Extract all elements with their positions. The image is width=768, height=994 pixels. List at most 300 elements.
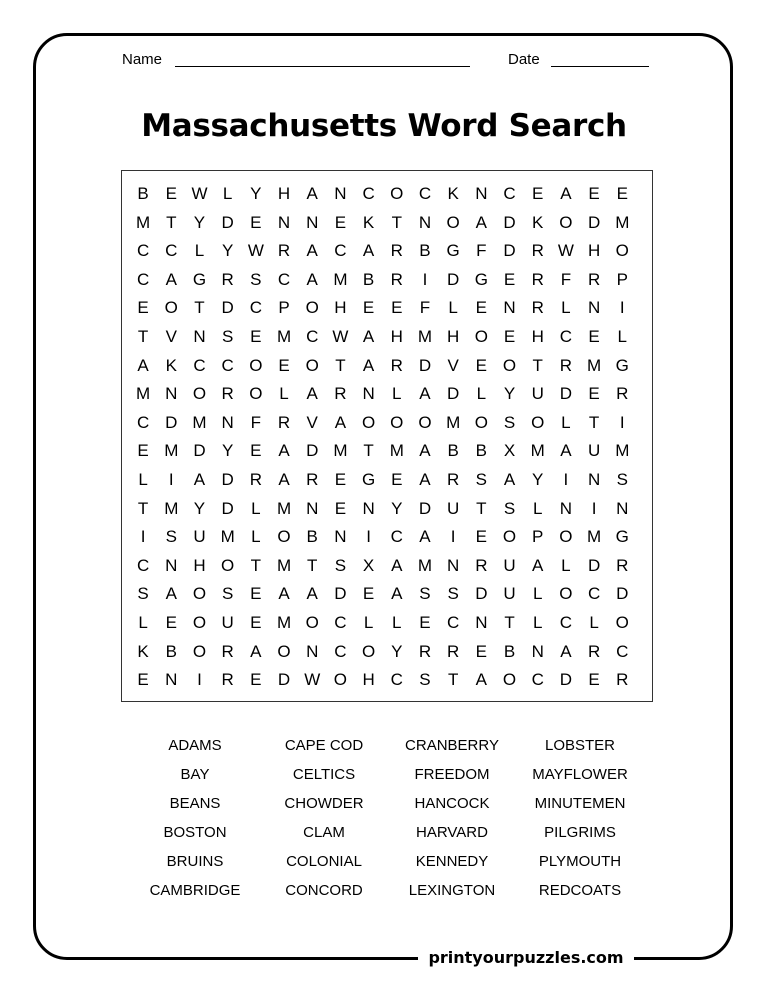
grid-letter: D bbox=[277, 670, 291, 690]
grid-letter: O bbox=[390, 184, 404, 203]
grid-letter: F bbox=[419, 298, 431, 318]
grid-letter: M bbox=[276, 326, 292, 346]
grid-letter: S bbox=[221, 326, 234, 346]
grid-letter: E bbox=[475, 298, 488, 318]
word-list-item: CLAM bbox=[303, 824, 345, 841]
grid-letter: R bbox=[390, 269, 403, 289]
grid-letter: N bbox=[418, 212, 432, 232]
grid-letter: E bbox=[503, 269, 516, 289]
grid-letter: E bbox=[391, 469, 403, 489]
grid-letter: C bbox=[587, 584, 601, 604]
grid-letter: R bbox=[277, 241, 291, 261]
grid-letter: I bbox=[140, 527, 146, 547]
grid-letter: E bbox=[334, 212, 347, 232]
grid-letter: F bbox=[250, 412, 262, 432]
grid-letter: L bbox=[532, 584, 543, 604]
grid-letter: A bbox=[250, 641, 262, 661]
grid-letter: O bbox=[502, 670, 517, 690]
grid-letter: L bbox=[561, 555, 571, 575]
grid-letter: E bbox=[165, 612, 177, 632]
grid-letter: C bbox=[165, 241, 178, 261]
grid-letter: T bbox=[335, 355, 346, 375]
grid-letter: N bbox=[587, 298, 601, 318]
word-list-item: HANCOCK bbox=[414, 795, 490, 812]
grid-letter: D bbox=[503, 241, 516, 261]
grid-letter: Y bbox=[532, 469, 544, 489]
grid-letter: E bbox=[334, 469, 347, 489]
grid-letter: I bbox=[619, 412, 625, 432]
grid-letter: T bbox=[166, 212, 177, 232]
name-label: Name bbox=[122, 51, 163, 68]
grid-letter: M bbox=[615, 441, 630, 461]
grid-letter: A bbox=[278, 441, 290, 461]
grid-letter: E bbox=[250, 441, 262, 461]
grid-letter: N bbox=[334, 184, 347, 203]
grid-letter: N bbox=[503, 298, 516, 318]
grid-letter: O bbox=[502, 355, 517, 375]
grid-letter: A bbox=[503, 469, 516, 489]
grid-letter: L bbox=[589, 612, 599, 632]
grid-letter: T bbox=[504, 612, 515, 632]
grid-letter: R bbox=[418, 641, 432, 661]
grid-letter: R bbox=[587, 269, 601, 289]
grid-letter: T bbox=[194, 298, 205, 318]
grid-letter: L bbox=[561, 412, 571, 432]
grid-letter: A bbox=[306, 384, 318, 404]
grid-letter: L bbox=[617, 326, 628, 346]
grid-letter: O bbox=[249, 355, 263, 375]
date-line bbox=[551, 66, 649, 67]
grid-letter: U bbox=[531, 384, 544, 404]
grid-letter: M bbox=[587, 355, 602, 375]
grid-letter: O bbox=[361, 641, 376, 661]
grid-letter: A bbox=[306, 184, 318, 203]
grid-letter: M bbox=[530, 441, 545, 461]
grid-letter: M bbox=[333, 441, 348, 461]
grid-letter: D bbox=[503, 212, 516, 232]
word-list-item: CRANBERRY bbox=[405, 737, 499, 754]
grid-letter: C bbox=[390, 670, 403, 690]
grid-letter: R bbox=[390, 241, 403, 261]
grid-letter: M bbox=[587, 527, 602, 547]
grid-letter: Y bbox=[391, 641, 403, 661]
grid-letter: C bbox=[418, 184, 432, 203]
grid-letter: C bbox=[136, 241, 150, 261]
grid-letter: H bbox=[531, 326, 544, 346]
grid-letter: R bbox=[221, 670, 234, 690]
grid-letter: I bbox=[591, 498, 597, 518]
grid-letter: C bbox=[447, 612, 460, 632]
word-list-item: LOBSTER bbox=[544, 737, 616, 754]
word-list-item: PLYMOUTH bbox=[538, 853, 622, 870]
grid-letter: A bbox=[419, 469, 431, 489]
grid-letter: A bbox=[278, 584, 290, 604]
grid-letter: D bbox=[221, 298, 234, 318]
grid-letter: N bbox=[475, 184, 488, 203]
grid-letter: A bbox=[419, 384, 431, 404]
word-list-item: BAY bbox=[180, 766, 210, 783]
grid-letter: O bbox=[333, 670, 348, 690]
grid-letter: N bbox=[447, 555, 460, 575]
grid-letter: O bbox=[615, 241, 629, 261]
grid-letter: N bbox=[362, 498, 375, 518]
grid-letter: A bbox=[306, 584, 318, 604]
grid-letter: B bbox=[447, 441, 459, 461]
grid-letter: S bbox=[447, 584, 459, 604]
grid-letter: A bbox=[306, 269, 318, 289]
grid-letter: T bbox=[532, 355, 543, 375]
word-list-item: BRUINS bbox=[166, 853, 224, 870]
grid-letter: A bbox=[165, 584, 177, 604]
grid-letter: Y bbox=[221, 241, 234, 261]
grid-letter: G bbox=[361, 469, 376, 489]
grid-letter: O bbox=[474, 326, 488, 346]
grid-letter: K bbox=[532, 212, 544, 232]
grid-letter: T bbox=[363, 441, 374, 461]
grid-letter: N bbox=[277, 212, 291, 232]
grid-letter: E bbox=[165, 184, 177, 203]
grid-letter: Y bbox=[193, 212, 206, 232]
grid-letter: H bbox=[362, 670, 375, 690]
grid-letter: E bbox=[588, 670, 600, 690]
grid-letter: M bbox=[192, 412, 207, 432]
grid-letter: A bbox=[560, 441, 572, 461]
grid-letter: O bbox=[361, 412, 376, 432]
grid-letter: D bbox=[221, 212, 234, 232]
grid-letter: R bbox=[475, 555, 488, 575]
grid-letter: E bbox=[391, 298, 403, 318]
grid-letter: E bbox=[616, 184, 628, 203]
grid-letter: O bbox=[192, 584, 207, 604]
grid-letter: E bbox=[250, 584, 262, 604]
grid-letter: N bbox=[334, 527, 347, 547]
grid-letter: C bbox=[136, 412, 150, 432]
date-label: Date bbox=[508, 51, 540, 68]
grid-letter: A bbox=[362, 355, 375, 375]
grid-letter: R bbox=[531, 269, 544, 289]
grid-letter: E bbox=[362, 298, 375, 318]
grid-letter: N bbox=[475, 612, 488, 632]
grid-letter: N bbox=[165, 555, 178, 575]
grid-letter: E bbox=[250, 612, 262, 632]
grid-letter: O bbox=[502, 527, 517, 547]
grid-letter: O bbox=[559, 527, 573, 547]
grid-letter: W bbox=[191, 184, 208, 203]
grid-letter: D bbox=[306, 441, 319, 461]
grid-letter: E bbox=[137, 441, 149, 461]
grid-letter: C bbox=[221, 355, 234, 375]
word-list-item: CONCORD bbox=[285, 882, 363, 899]
grid-letter: M bbox=[446, 412, 461, 432]
word-list-item: LEXINGTON bbox=[408, 882, 496, 899]
grid-letter: L bbox=[251, 498, 261, 518]
word-list-item: BEANS bbox=[169, 795, 221, 812]
word-list-item: PILGRIMS bbox=[544, 824, 616, 841]
grid-letter: A bbox=[278, 469, 290, 489]
grid-letter: O bbox=[305, 298, 319, 318]
grid-letter: O bbox=[474, 412, 488, 432]
grid-letter: A bbox=[362, 241, 375, 261]
grid-letter: E bbox=[419, 612, 431, 632]
word-list-item: KENNEDY bbox=[415, 853, 489, 870]
puzzle-grid bbox=[129, 180, 636, 695]
grid-letter: D bbox=[587, 555, 601, 575]
grid-letter: O bbox=[164, 298, 178, 318]
grid-letter: E bbox=[250, 326, 262, 346]
grid-letter: D bbox=[559, 384, 573, 404]
grid-letter: W bbox=[247, 241, 264, 261]
grid-letter: M bbox=[417, 555, 433, 575]
grid-letter: C bbox=[334, 612, 347, 632]
grid-letter: T bbox=[447, 670, 459, 690]
grid-letter: I bbox=[366, 527, 371, 547]
grid-letter: T bbox=[476, 498, 487, 518]
grid-letter: O bbox=[615, 612, 629, 632]
grid-letter: E bbox=[475, 355, 488, 375]
grid-letter: M bbox=[389, 441, 404, 461]
grid-letter: L bbox=[561, 298, 571, 318]
grid-letter: D bbox=[334, 584, 347, 604]
grid-letter: A bbox=[475, 212, 488, 232]
grid-letter: M bbox=[164, 441, 179, 461]
grid-letter: U bbox=[587, 441, 601, 461]
grid-letter: N bbox=[559, 498, 573, 518]
grid-letter: O bbox=[277, 641, 291, 661]
grid-letter: S bbox=[475, 469, 488, 489]
grid-letter: C bbox=[334, 641, 347, 661]
grid-letter: B bbox=[475, 441, 488, 461]
grid-letter: O bbox=[559, 212, 573, 232]
grid-letter: R bbox=[277, 412, 291, 432]
grid-letter: D bbox=[447, 269, 460, 289]
word-list-item: BOSTON bbox=[163, 824, 227, 841]
grid-letter: D bbox=[418, 355, 432, 375]
grid-letter: E bbox=[362, 584, 375, 604]
grid-letter: I bbox=[168, 469, 174, 489]
word-list-item: ADAMS bbox=[168, 737, 222, 754]
grid-letter: K bbox=[165, 355, 177, 375]
grid-letter: R bbox=[447, 641, 460, 661]
grid-letter: R bbox=[616, 670, 629, 690]
grid-letter: R bbox=[249, 469, 262, 489]
grid-letter: C bbox=[193, 355, 206, 375]
grid-letter: D bbox=[221, 498, 234, 518]
grid-letter: S bbox=[221, 584, 234, 604]
grid-letter: M bbox=[615, 212, 630, 232]
grid-letter: O bbox=[305, 612, 319, 632]
grid-letter: D bbox=[616, 584, 629, 604]
grid-letter: S bbox=[503, 412, 516, 432]
grid-letter: R bbox=[447, 469, 460, 489]
grid-letter: A bbox=[391, 555, 403, 575]
grid-letter: X bbox=[362, 555, 375, 575]
grid-letter: F bbox=[476, 241, 487, 261]
grid-letter: U bbox=[503, 555, 516, 575]
grid-letter: C bbox=[334, 241, 347, 261]
grid-letter: B bbox=[165, 641, 177, 661]
grid-letter: A bbox=[362, 326, 375, 346]
grid-letter: E bbox=[334, 498, 347, 518]
grid-letter: O bbox=[249, 384, 263, 404]
grid-letter: L bbox=[251, 527, 261, 547]
grid-letter: V bbox=[306, 412, 318, 432]
grid-letter: R bbox=[221, 384, 234, 404]
grid-letter: B bbox=[306, 527, 318, 547]
grid-letter: E bbox=[588, 326, 600, 346]
grid-letter: H bbox=[447, 326, 460, 346]
grid-letter: X bbox=[503, 441, 516, 461]
word-list-item: CAMBRIDGE bbox=[149, 882, 241, 899]
word-list bbox=[130, 734, 644, 908]
grid-letter: T bbox=[137, 326, 149, 346]
grid-letter: D bbox=[475, 584, 488, 604]
grid-letter: M bbox=[276, 498, 292, 518]
word-list-item: CHOWDER bbox=[284, 795, 364, 812]
grid-letter: G bbox=[615, 527, 629, 547]
grid-letter: W bbox=[332, 326, 349, 346]
grid-letter: E bbox=[137, 298, 149, 318]
grid-letter: A bbox=[306, 241, 318, 261]
grid-letter: R bbox=[306, 469, 319, 489]
grid-letter: H bbox=[193, 555, 206, 575]
grid-letter: S bbox=[503, 498, 516, 518]
grid-letter: R bbox=[334, 384, 347, 404]
grid-letter: C bbox=[362, 184, 375, 203]
grid-letter: T bbox=[137, 498, 149, 518]
grid-letter: L bbox=[476, 384, 487, 404]
grid-letter: M bbox=[136, 384, 151, 404]
grid-letter: C bbox=[503, 184, 516, 203]
grid-letter: N bbox=[616, 498, 629, 518]
name-line bbox=[175, 66, 470, 67]
grid-letter: A bbox=[560, 184, 572, 203]
grid-letter: O bbox=[446, 212, 460, 232]
grid-letter: M bbox=[417, 326, 433, 346]
grid-letter: C bbox=[559, 612, 573, 632]
word-list-item: FREEDOM bbox=[414, 766, 490, 783]
word-list-item: MAYFLOWER bbox=[532, 766, 628, 783]
grid-letter: O bbox=[192, 641, 207, 661]
grid-letter: N bbox=[306, 212, 319, 232]
grid-letter: O bbox=[277, 527, 291, 547]
word-list-item: CELTICS bbox=[292, 766, 356, 783]
grid-letter: N bbox=[306, 641, 319, 661]
word-list-item: MINUTEMEN bbox=[534, 795, 626, 812]
grid-letter: C bbox=[390, 527, 403, 547]
grid-letter: G bbox=[474, 269, 488, 289]
grid-letter: S bbox=[419, 670, 431, 690]
grid-letter: R bbox=[390, 355, 403, 375]
grid-letter: D bbox=[418, 498, 432, 518]
grid-letter: A bbox=[137, 355, 149, 375]
grid-letter: G bbox=[192, 269, 207, 289]
grid-letter: C bbox=[136, 555, 150, 575]
grid-letter: O bbox=[531, 412, 545, 432]
grid-letter: I bbox=[619, 298, 625, 318]
grid-letter: L bbox=[194, 241, 205, 261]
grid-letter: I bbox=[422, 269, 428, 289]
grid-letter: I bbox=[563, 469, 569, 489]
grid-letter: S bbox=[616, 469, 628, 489]
grid-letter: F bbox=[560, 269, 572, 289]
grid-letter: M bbox=[333, 269, 348, 289]
grid-letter: A bbox=[419, 527, 431, 547]
page-title: Massachusetts Word Search bbox=[141, 108, 627, 144]
grid-letter: H bbox=[277, 184, 291, 203]
grid-letter: P bbox=[532, 527, 544, 547]
grid-letter: A bbox=[334, 412, 347, 432]
grid-letter: N bbox=[587, 469, 601, 489]
grid-letter: Y bbox=[193, 498, 206, 518]
grid-letter: K bbox=[362, 212, 375, 232]
grid-letter: M bbox=[164, 498, 179, 518]
grid-letter: D bbox=[447, 384, 460, 404]
grid-letter: N bbox=[165, 384, 178, 404]
grid-letter: A bbox=[532, 555, 544, 575]
grid-letter: E bbox=[137, 670, 149, 690]
grid-letter: C bbox=[277, 269, 291, 289]
grid-letter: U bbox=[447, 498, 460, 518]
grid-letter: D bbox=[165, 412, 178, 432]
grid-letter: M bbox=[276, 612, 292, 632]
word-list-item: COLONIAL bbox=[286, 853, 362, 870]
grid-letter: A bbox=[560, 641, 572, 661]
grid-letter: A bbox=[419, 441, 431, 461]
grid-letter: H bbox=[587, 241, 601, 261]
grid-letter: C bbox=[306, 326, 319, 346]
grid-letter: G bbox=[615, 355, 629, 375]
grid-letter: B bbox=[419, 241, 431, 261]
grid-letter: D bbox=[587, 212, 601, 232]
grid-letter: S bbox=[419, 584, 431, 604]
grid-letter: A bbox=[193, 469, 206, 489]
grid-letter: O bbox=[305, 355, 319, 375]
grid-letter: N bbox=[193, 326, 206, 346]
grid-letter: L bbox=[448, 298, 458, 318]
grid-letter: O bbox=[390, 412, 404, 432]
grid-letter: N bbox=[306, 498, 319, 518]
grid-letter: K bbox=[447, 184, 459, 203]
grid-letter: V bbox=[165, 326, 177, 346]
grid-letter: D bbox=[193, 441, 206, 461]
grid-letter: R bbox=[587, 641, 601, 661]
grid-letter: B bbox=[137, 184, 149, 203]
grid-letter: Y bbox=[391, 498, 403, 518]
grid-letter: D bbox=[559, 670, 573, 690]
grid-letter: O bbox=[192, 612, 207, 632]
grid-letter: N bbox=[362, 384, 375, 404]
grid-letter: Y bbox=[250, 184, 262, 203]
grid-letter: C bbox=[559, 326, 573, 346]
grid-letter: H bbox=[390, 326, 403, 346]
grid-letter: R bbox=[531, 241, 544, 261]
grid-letter: C bbox=[136, 269, 150, 289]
grid-letter: S bbox=[250, 269, 262, 289]
grid-letter: M bbox=[136, 212, 151, 232]
grid-letter: D bbox=[221, 469, 234, 489]
word-list-item: CAPE COD bbox=[284, 737, 364, 754]
grid-letter: O bbox=[192, 384, 207, 404]
word-list-item: REDCOATS bbox=[538, 882, 622, 899]
grid-letter: L bbox=[363, 612, 374, 632]
grid-letter: L bbox=[532, 498, 543, 518]
grid-letter: U bbox=[193, 527, 206, 547]
grid-letter: W bbox=[304, 670, 321, 690]
grid-letter: L bbox=[222, 184, 233, 203]
grid-letter: T bbox=[391, 212, 402, 232]
grid-letter: R bbox=[616, 384, 629, 404]
grid-letter: L bbox=[532, 612, 543, 632]
